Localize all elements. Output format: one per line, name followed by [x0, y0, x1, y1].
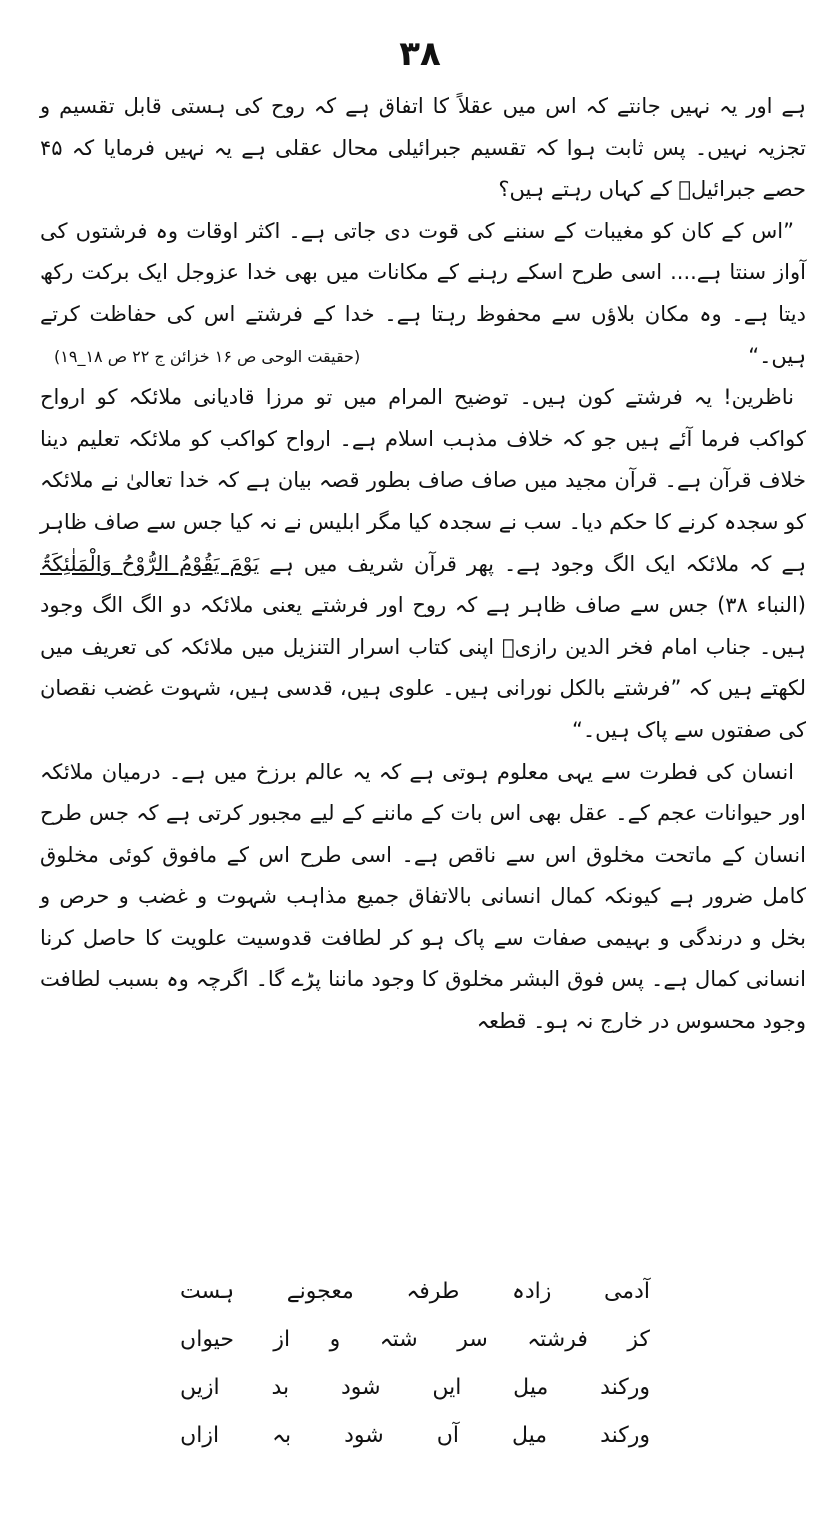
poem-word: ایں	[432, 1375, 462, 1400]
human-nature-text: انسان کی فطرت سے یہی معلوم ہوتی ہے کہ یہ عالم برزخ میں ہے۔ درمیان ملائکہ اور حیوانات عجم کے۔ عقل بھی اس بات کے ماننے کے لیے مجبور کرتی ہے کہ جس طرح انسان کے ماتحت مخلوق اس سے ناقص ہے۔ اسی طرح اس کے مافوق کوئی مخلوق کامل ضرور ہے کیونکہ کمال انسانی بالاتفاق جمیع مذاہب شہوت و غضب و حرص و بخل و درندگی و بہیمی صفات سے پاک ہو کر لطافت قدوسیت علویت کا حاصل کرنا انسانی کمال ہے۔ پس فوق البشر مخلوق کا وجود ماننا پڑے گا۔ اگرچہ وہ بسبب لطافت وجود محسوس در خارج نہ ہو۔ قطعہ	[40, 759, 806, 1034]
poem-line	[180, 1268, 650, 1316]
paragraph-angels	[40, 377, 806, 751]
page-number: ۳۸	[399, 34, 441, 74]
poem-word: ازاں	[180, 1423, 220, 1448]
poem-line	[180, 1412, 650, 1460]
poem-word: شود	[344, 1423, 384, 1448]
poem-word: آں	[436, 1423, 459, 1448]
poem-word: طرفہ	[406, 1279, 460, 1304]
angels-text-before-ayah: ناظرین! یہ فرشتے کون ہیں۔ توضیح المرام میں تو مرزا قادیانی ملائکہ کو ارواح کواکب فرما آئے ہیں جو کہ خلاف مذہب اسلام ہے۔ ارواح کواکب کو ملائکہ تعلیم دینا خلاف قرآن ہے۔ قرآن مجید میں صاف صاف بطور قصہ بیان ہے کہ خدا تعالیٰ نے ملائکہ کو سجدہ کرنے کا حکم دیا۔ سب نے سجدہ کیا مگر ابلیس نے نہ کیا جس سے صاف ظاہر ہے کہ ملائکہ ایک الگ وجود ہے۔ پھر قرآن شریف میں ہے	[40, 385, 807, 576]
poem-word: ورکند	[600, 1375, 650, 1400]
poem-word: ورکند	[600, 1423, 650, 1448]
angels-text-after-ayah: (النباء ۳۸) جس سے صاف ظاہر ہے کہ روح اور فرشتے یعنی ملائکہ دو الگ الگ وجود ہیں۔ جناب امام فخر الدین رازیؒ اپنی کتاب اسرار التنزیل میں ملائکہ کی تعریف میں لکھتے ہیں کہ ”فرشتے بالکل نورانی ہیں۔ علوی ہیں، قدسی ہیں، شہوت غضب نقصان کی صفتوں سے پاک ہیں۔“	[40, 593, 806, 742]
quote-reference: (حقیقت الوحی ص ۱۶ خزائن ج ۲۲ ص ۱۸_۱۹)	[54, 346, 361, 366]
quote-text: ”اس کے کان کو مغیبات کے سننے کی قوت دی جاتی ہے۔ اکثر اوقات وہ فرشتوں کی آواز سنتا ہے.... اسی طرح اسکے رہنے کے مکانات میں بھی خدا عزوجل ایک برکت رکھ دیتا ہے۔ وہ مکان بلاؤں سے محفوظ رہتا ہے۔ خدا کے فرشتے اس کی حفاظت کرتے ہیں۔“	[40, 218, 806, 368]
poem-word: شود	[340, 1375, 381, 1400]
poem-word: شتہ	[379, 1327, 418, 1352]
poem-word: ازیں	[180, 1375, 220, 1400]
poem-word: معجونے	[286, 1279, 354, 1304]
poem-word: فرشتہ	[527, 1327, 588, 1352]
poem-word: از	[273, 1327, 291, 1352]
poem-word: بد	[271, 1375, 290, 1400]
page-body	[40, 86, 806, 1043]
poem-line	[180, 1316, 650, 1364]
poem-word: میل	[511, 1423, 548, 1448]
poem-word: سر	[457, 1327, 488, 1352]
poem-line	[180, 1364, 650, 1412]
quran-ayah: یَوْمَ یَقُوْمُ الرُّوْحُ وَالْمَلٰئِکَۃُ	[40, 551, 260, 576]
paragraph-soul-division: ہے اور یہ نہیں جانتے کہ اس میں عقلاً کا اتفاق ہے کہ روح کی ہستی قابل تقسیم و تجزیہ نہیں۔ پس ثابت ہوا کہ تقسیم جبرائیلی محال عقلی ہے یہ نہیں فرمایا کہ ۴۵ حصے جبرائیلؑ کے کہاں رہتے ہیں؟	[40, 94, 806, 202]
qita-poem	[180, 1268, 650, 1460]
poem-word: کز	[627, 1327, 650, 1352]
poem-word: آدمی	[603, 1279, 650, 1304]
paragraph-human-nature	[40, 752, 806, 1043]
poem-word: و	[329, 1327, 341, 1352]
poem-word: زادہ	[511, 1279, 552, 1304]
poem-word: میل	[513, 1375, 549, 1400]
poem-word: ہست	[180, 1279, 235, 1304]
poem-word: بہ	[272, 1423, 292, 1448]
poem-word: حیواں	[180, 1327, 234, 1352]
